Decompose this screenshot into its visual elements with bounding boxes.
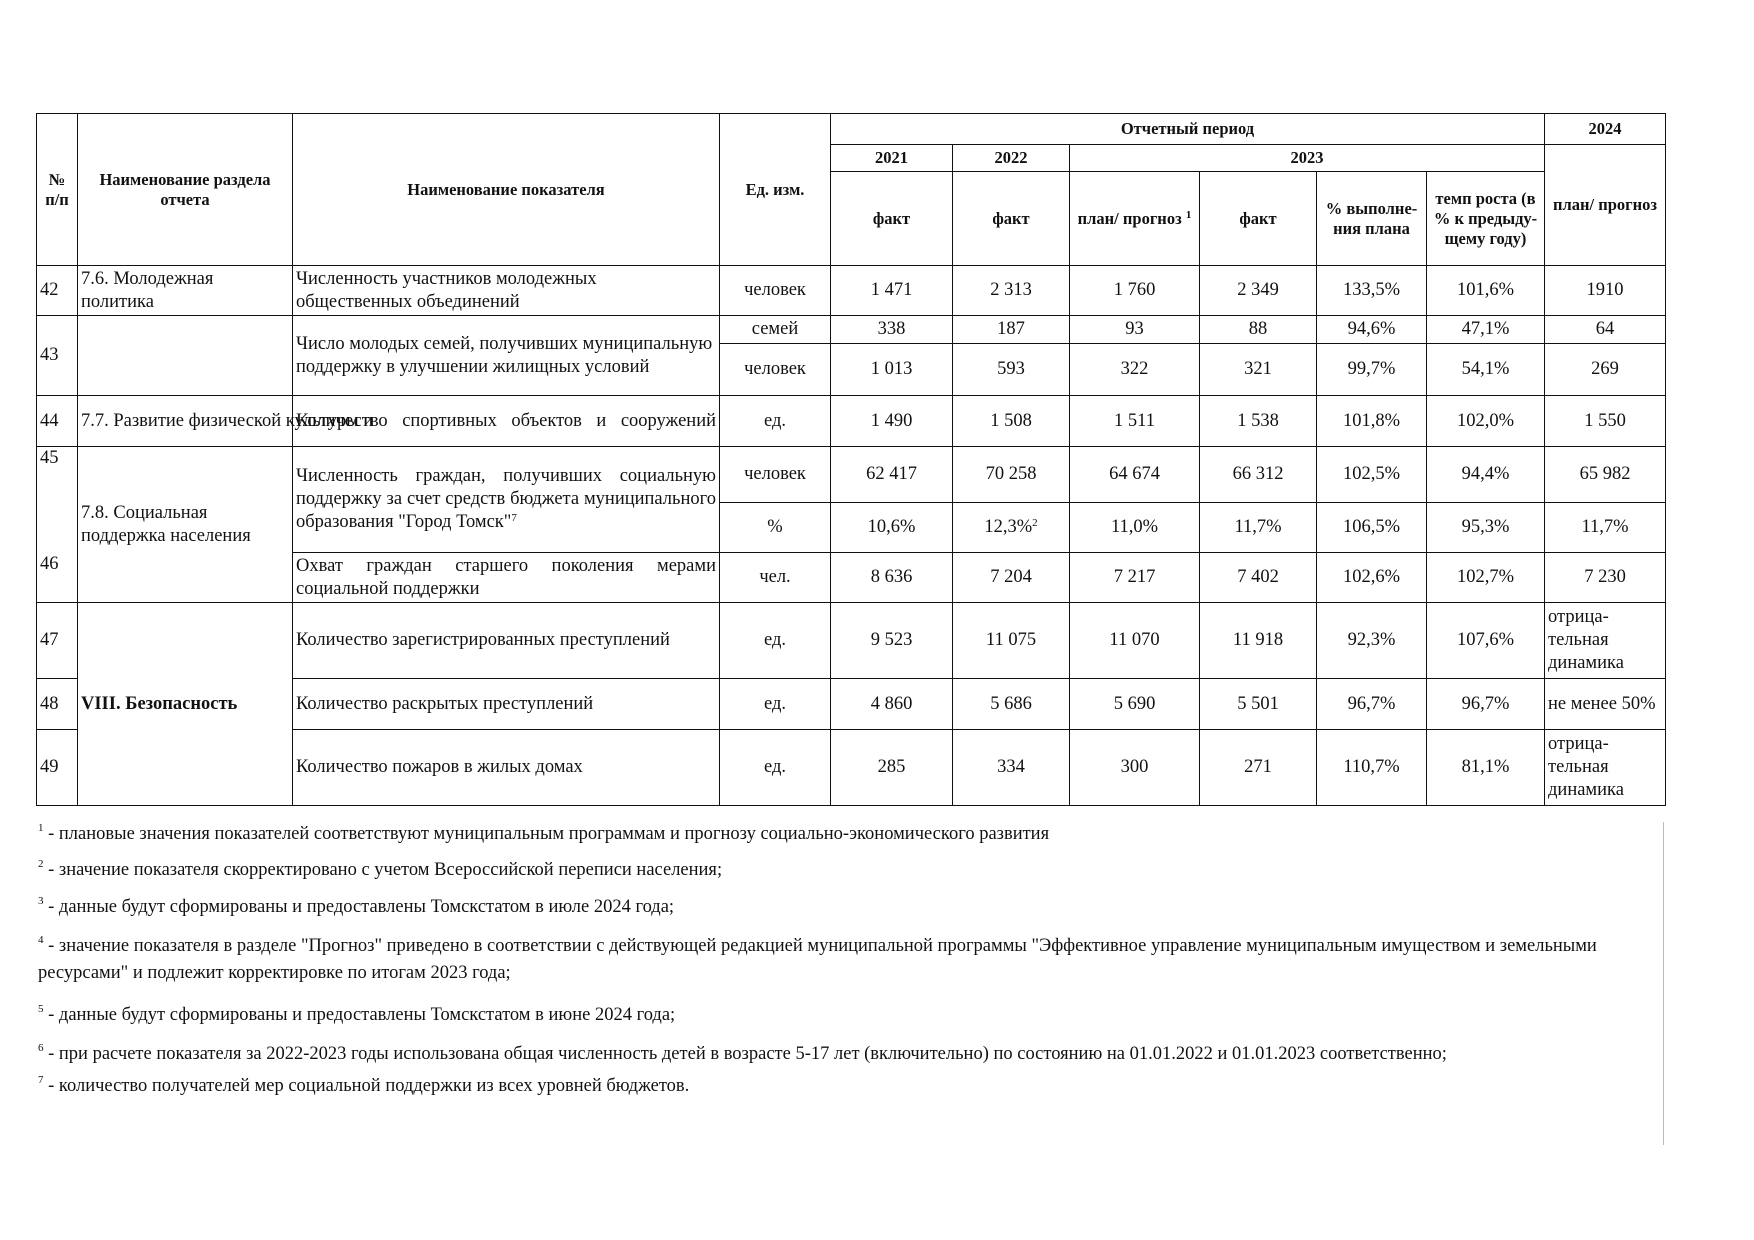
footnote-ref-7: 7	[511, 512, 517, 524]
row-index: 49	[37, 730, 78, 806]
section-name: VIII. Безопасность	[78, 603, 293, 806]
header-year-2021: 2021	[831, 145, 953, 172]
value-2022: 7 204	[953, 553, 1070, 603]
section-name: 7.7. Развитие физической культуры и	[78, 396, 293, 447]
value-plan-2023: 5 690	[1070, 679, 1200, 730]
header-plan-forecast-2024: план/ прогноз	[1545, 145, 1666, 266]
value-fact-2023: 2 349	[1200, 266, 1317, 316]
indicator-name: Количество спортивных объектов и сооружений	[293, 396, 720, 447]
value-pct-done: 92,3%	[1317, 603, 1427, 679]
table-row	[37, 603, 1666, 679]
value-2024: 1 550	[1545, 396, 1666, 447]
value-pct-done: 99,7%	[1317, 344, 1427, 396]
value-2022: 70 258	[953, 447, 1070, 503]
value-2022: 2 313	[953, 266, 1070, 316]
section-name: 7.6. Молодежная политика	[78, 266, 293, 316]
value-fact-2023: 11 918	[1200, 603, 1317, 679]
indicator-name: Численность участников молодежных общественных объединений	[293, 266, 720, 316]
value-growth: 96,7%	[1427, 679, 1545, 730]
table-row	[37, 447, 1666, 503]
header-row-1	[37, 114, 1666, 145]
header-fact-2022: факт	[953, 172, 1070, 266]
unit-cell: ед.	[720, 603, 831, 679]
value-plan-2023: 64 674	[1070, 447, 1200, 503]
value-pct-done: 106,5%	[1317, 503, 1427, 553]
footnote-6	[38, 1041, 1658, 1068]
value-pct-done: 133,5%	[1317, 266, 1427, 316]
value-2024: 269	[1545, 344, 1666, 396]
footnote-mark: 1	[38, 822, 44, 834]
row-index: 42	[37, 266, 78, 316]
row-index-46: 46	[40, 554, 59, 574]
value-plan-2023: 11,0%	[1070, 503, 1200, 553]
value-growth: 94,4%	[1427, 447, 1545, 503]
value-growth: 102,7%	[1427, 553, 1545, 603]
footnote-mark: 6	[38, 1042, 44, 1054]
value-2021: 4 860	[831, 679, 953, 730]
value-fact-2023: 321	[1200, 344, 1317, 396]
value-plan-2023: 1 760	[1070, 266, 1200, 316]
indicator-name: Количество раскрытых преступлений	[293, 679, 720, 730]
value-2022: 593	[953, 344, 1070, 396]
footnote-5	[38, 1003, 1658, 1027]
value-growth: 54,1%	[1427, 344, 1545, 396]
row-index: 44	[37, 396, 78, 447]
value-2024: не менее 50%	[1545, 679, 1666, 730]
value-growth: 107,6%	[1427, 603, 1545, 679]
header-fact-2023: факт	[1200, 172, 1317, 266]
value-fact-2023: 5 501	[1200, 679, 1317, 730]
value-pct-done: 110,7%	[1317, 730, 1427, 806]
footnote-mark: 3	[38, 895, 44, 907]
value-plan-2023: 7 217	[1070, 553, 1200, 603]
footnote-mark: 4	[38, 934, 44, 946]
value-2022: 187	[953, 316, 1070, 344]
value-fact-2023: 1 538	[1200, 396, 1317, 447]
unit-cell: человек	[720, 266, 831, 316]
value-fact-2023: 66 312	[1200, 447, 1317, 503]
section-name-empty	[78, 316, 293, 396]
footnote-mark: 5	[38, 1003, 44, 1015]
header-year-2023: 2023	[1070, 145, 1545, 172]
footnote-text: - значение показателя в разделе "Прогноз" приведено в соответствии с действующей редакцией муниципальной программы "Эффективное управление муниципальным имуществом и земельными ресурсами" и подлежит корректировке по итогам 2023 года;	[38, 936, 1597, 983]
indicator-name: Количество зарегистрированных преступлений	[293, 603, 720, 679]
value-2022: 11 075	[953, 603, 1070, 679]
value-2022: 1 508	[953, 396, 1070, 447]
value-2021: 10,6%	[831, 503, 953, 553]
value-2022: 5 686	[953, 679, 1070, 730]
footnote-3	[38, 895, 1658, 919]
footnote-text: - значение показателя скорректировано с учетом Всероссийской переписи населения;	[43, 860, 723, 880]
row-index: 48	[37, 679, 78, 730]
header-pct-done: % выполне-ния плана	[1317, 172, 1427, 266]
value-2024: 7 230	[1545, 553, 1666, 603]
value-2021: 285	[831, 730, 953, 806]
header-indicator: Наименование показателя	[293, 114, 720, 266]
indicator-name: Число молодых семей, получивших муниципальную поддержку в улучшении жилищных условий	[293, 316, 720, 396]
indicators-table	[36, 113, 1666, 806]
value-2024: 1910	[1545, 266, 1666, 316]
table-row	[37, 396, 1666, 447]
footnote-text: - при расчете показателя за 2022-2023 годы использована общая численность детей в возрасте 5-17 лет (включительно) по состоянию на 01.01.2022 и 01.01.2023 соответственно;	[43, 1044, 1447, 1064]
value-2024: 64	[1545, 316, 1666, 344]
value-pct-done: 94,6%	[1317, 316, 1427, 344]
unit-cell: семей	[720, 316, 831, 344]
value-fact-2023: 88	[1200, 316, 1317, 344]
value-2022	[953, 503, 1070, 553]
value-2022-text: 12,3%	[984, 517, 1033, 537]
value-fact-2023: 11,7%	[1200, 503, 1317, 553]
value-2021: 338	[831, 316, 953, 344]
value-2021: 1 490	[831, 396, 953, 447]
header-plan-forecast-2023	[1070, 172, 1200, 266]
unit-cell: человек	[720, 344, 831, 396]
row-index-45: 45	[40, 448, 59, 468]
footnote-7	[38, 1074, 1658, 1098]
table-row	[37, 316, 1666, 344]
value-2021: 62 417	[831, 447, 953, 503]
value-plan-2023: 1 511	[1070, 396, 1200, 447]
header-growth: темп роста (в % к предыду-щему году)	[1427, 172, 1545, 266]
footnote-text: - данные будут сформированы и предоставлены Томскстатом в июне 2024 года;	[43, 1005, 676, 1025]
footnotes	[38, 822, 1658, 1098]
indicator-name: Охват граждан старшего поколения мерами социальной поддержки	[293, 553, 720, 603]
header-year-2024: 2024	[1545, 114, 1666, 145]
header-period: Отчетный период	[831, 114, 1545, 145]
footnote-text: - данные будут сформированы и предоставлены Томскстатом в июле 2024 года;	[43, 897, 675, 917]
unit-cell: человек	[720, 447, 831, 503]
value-pct-done: 101,8%	[1317, 396, 1427, 447]
page-divider	[1663, 822, 1664, 1145]
footnote-mark: 2	[38, 858, 44, 870]
indicator-name-text: Численность граждан, получивших социальную поддержку за счет средств бюджета муниципального образования "Город Томск"	[296, 466, 716, 532]
header-num: № п/п	[37, 114, 78, 266]
indicator-name	[293, 447, 720, 553]
value-plan-2023: 300	[1070, 730, 1200, 806]
value-growth: 81,1%	[1427, 730, 1545, 806]
footnote-1	[38, 822, 1658, 846]
value-2021: 8 636	[831, 553, 953, 603]
value-growth: 102,0%	[1427, 396, 1545, 447]
value-2021: 1 013	[831, 344, 953, 396]
row-index: 43	[37, 316, 78, 396]
indicator-name: Количество пожаров в жилых домах	[293, 730, 720, 806]
value-pct-done: 102,6%	[1317, 553, 1427, 603]
header-unit: Ед. изм.	[720, 114, 831, 266]
value-fact-2023: 271	[1200, 730, 1317, 806]
value-2021: 9 523	[831, 603, 953, 679]
footnote-2	[38, 858, 1658, 882]
footnote-text: - плановые значения показателей соответствуют муниципальным программам и прогнозу социально-экономического развития	[43, 824, 1050, 844]
unit-cell: ед.	[720, 679, 831, 730]
value-fact-2023: 7 402	[1200, 553, 1317, 603]
value-2024: отрица-тельная динамика	[1545, 603, 1666, 679]
footnote-4	[38, 933, 1658, 987]
value-2024: отрица-тельная динамика	[1545, 730, 1666, 806]
footnote-text: - количество получателей мер социальной поддержки из всех уровней бюджетов.	[43, 1076, 690, 1096]
row-index: 47	[37, 603, 78, 679]
value-plan-2023: 11 070	[1070, 603, 1200, 679]
header-year-2022: 2022	[953, 145, 1070, 172]
value-2024: 11,7%	[1545, 503, 1666, 553]
value-plan-2023: 322	[1070, 344, 1200, 396]
value-2022: 334	[953, 730, 1070, 806]
value-growth: 95,3%	[1427, 503, 1545, 553]
unit-cell: ед.	[720, 730, 831, 806]
footnote-ref-1: 1	[1185, 208, 1192, 221]
footnote-ref-2: 2	[1032, 517, 1038, 529]
header-plan-forecast-label: план/ прогноз	[1077, 208, 1182, 228]
value-pct-done: 96,7%	[1317, 679, 1427, 730]
section-name: 7.8. Социальная поддержка населения	[78, 447, 293, 603]
unit-cell: чел.	[720, 553, 831, 603]
header-section: Наименование раздела отчета	[78, 114, 293, 266]
header-fact-2021: факт	[831, 172, 953, 266]
value-plan-2023: 93	[1070, 316, 1200, 344]
value-2024: 65 982	[1545, 447, 1666, 503]
value-growth: 47,1%	[1427, 316, 1545, 344]
unit-cell: ед.	[720, 396, 831, 447]
footnote-mark: 7	[38, 1074, 44, 1086]
table-row	[37, 266, 1666, 316]
value-growth: 101,6%	[1427, 266, 1545, 316]
row-index	[37, 447, 78, 603]
value-pct-done: 102,5%	[1317, 447, 1427, 503]
unit-cell: %	[720, 503, 831, 553]
value-2021: 1 471	[831, 266, 953, 316]
